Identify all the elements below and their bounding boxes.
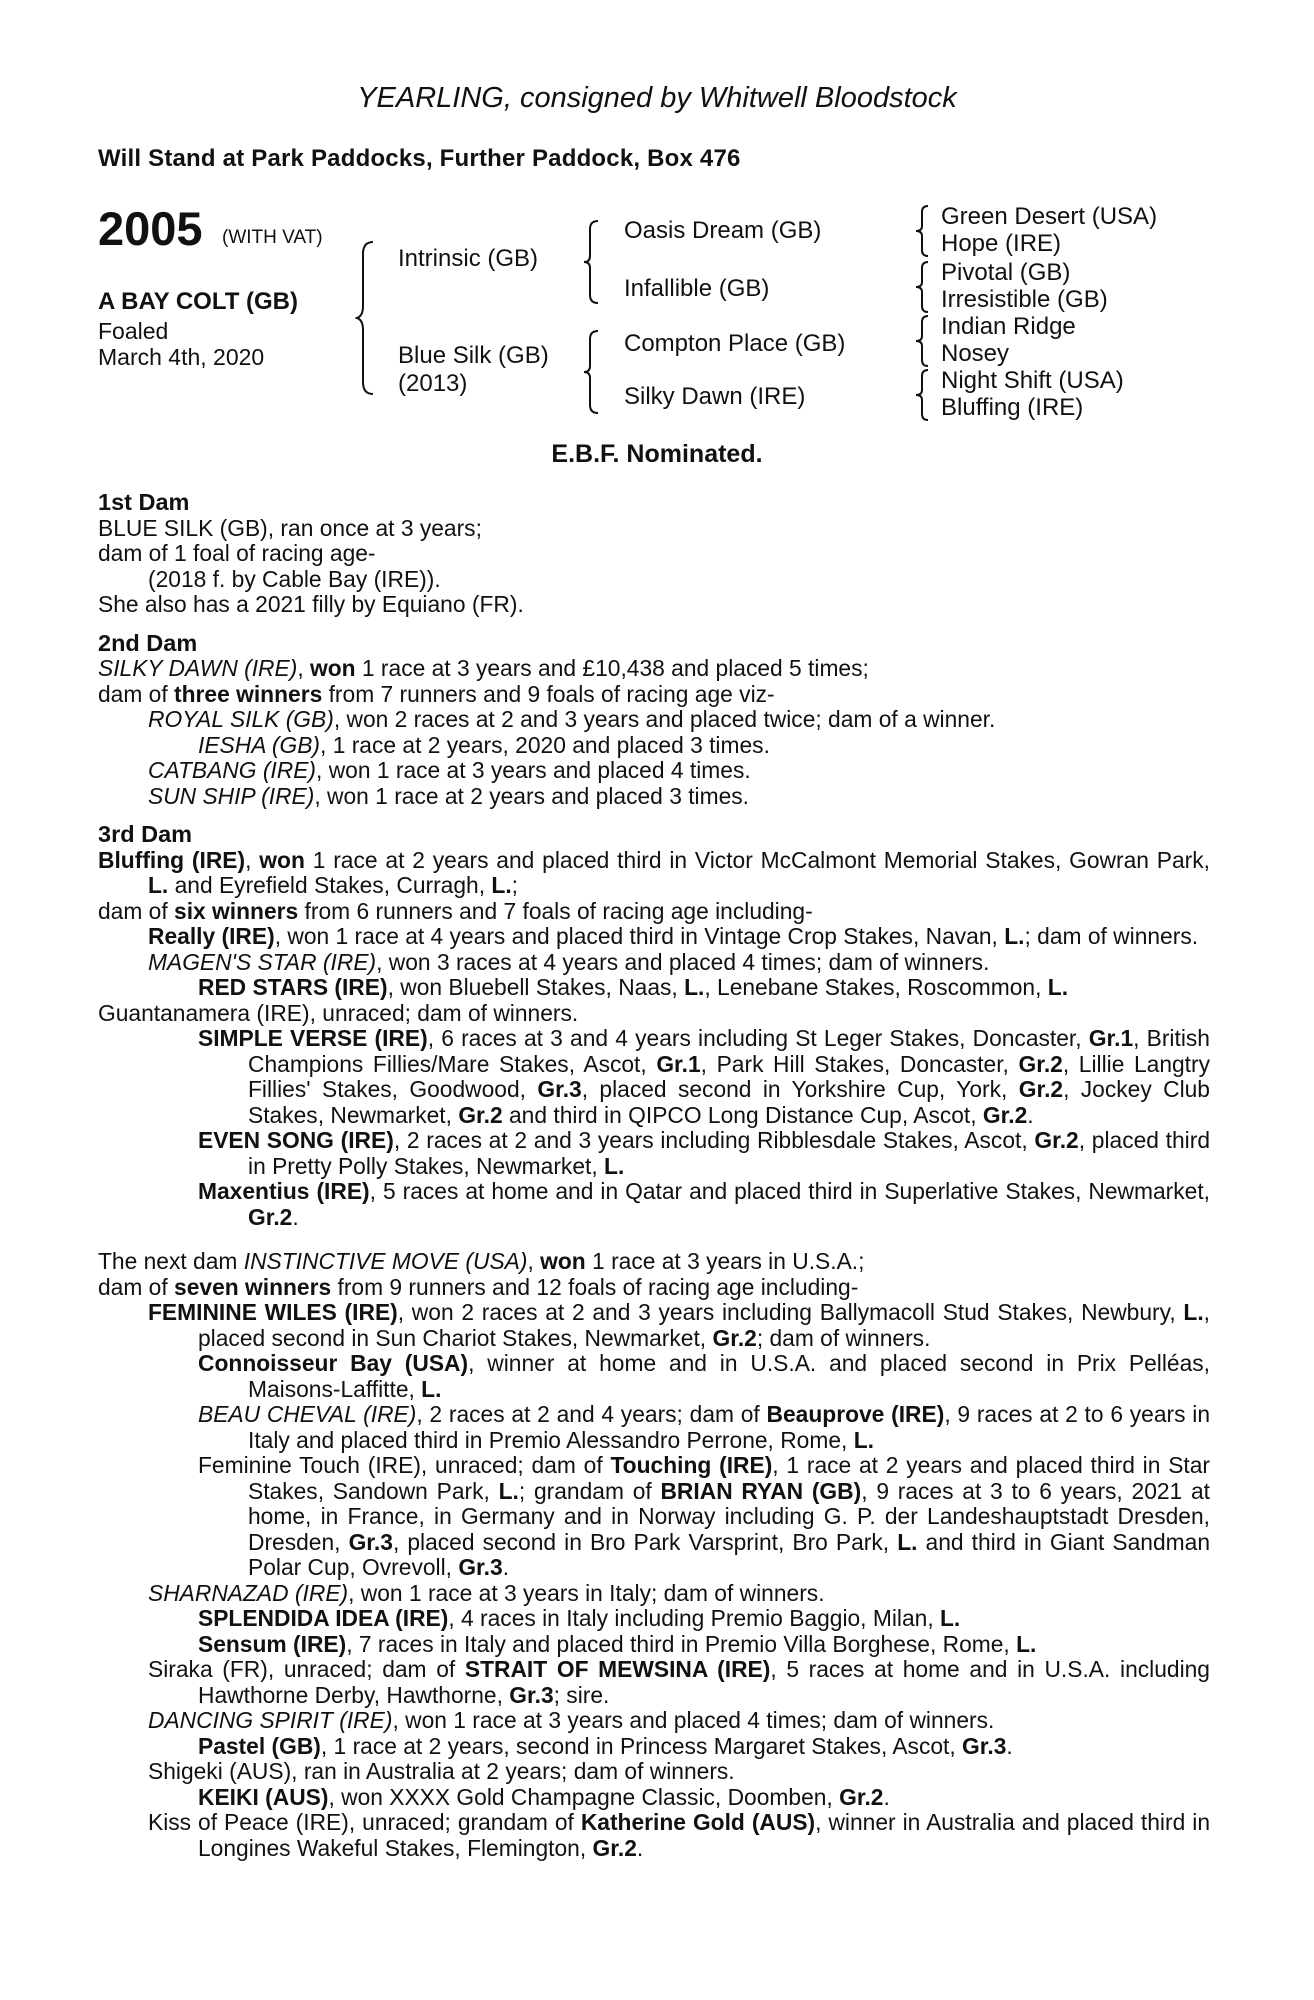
- produce-entry: ROYAL SILK (GB), won 2 races at 2 and 3 years and placed twice; dam of a winner.: [148, 706, 996, 732]
- pedigree-brace-ss: [914, 204, 932, 258]
- produce-entry: DANCING SPIRIT (IRE), won 1 race at 3 years and placed 4 times; dam of winners.: [148, 1707, 995, 1733]
- pedigree-gen3-8: Bluffing (IRE): [941, 394, 1084, 421]
- foaled-date: March 4th, 2020: [98, 344, 265, 370]
- produce-entry: SHARNAZAD (IRE), won 1 race at 3 years in Italy; dam of winners.: [148, 1579, 825, 1606]
- first-dam-line: She also has a 2021 filly by Equiano (FR).: [98, 591, 524, 617]
- produce-entry: Sensum (IRE), 7 races in Italy and placed third in Premio Villa Borghese, Rome, L.: [198, 1630, 1037, 1657]
- produce-entry: IESHA (GB), 1 race at 2 years, 2020 and placed 3 times.: [198, 731, 770, 758]
- produce-entry: SIMPLE VERSE (IRE), 6 races at 3 and 4 years including St Leger Stakes, Doncaster, Gr.1, British Champions Fillies/Mare Stakes, Ascot, Gr.1, Park Hill Stakes, Doncaster, Gr.2, Lillie Langtry Fillies' Stakes, Goodwood, Gr.3, placed second in Yorkshire Cup, York, Gr.2, Jockey Club Stakes, Newmarket, Gr.2 and third in QIPCO Long Distance Cup, Ascot, Gr.2.: [198, 1025, 1211, 1128]
- second-dam-heading: 2nd Dam: [98, 629, 198, 656]
- produce-entry: Maxentius (IRE), 5 races at home and in Qatar and placed third in Superlative Stakes, Newmarket, Gr.2.: [198, 1178, 1210, 1230]
- pedigree-brace-dam: [582, 329, 602, 415]
- pedigree-sire-sire: Oasis Dream (GB): [624, 217, 822, 244]
- pedigree-sire-dam: Infallible (GB): [624, 275, 770, 302]
- produce-entry: MAGEN'S STAR (IRE), won 3 races at 4 years and placed 4 times; dam of winners.: [148, 948, 990, 975]
- lot-description: A BAY COLT (GB): [98, 288, 299, 315]
- produce-entry: FEMININE WILES (IRE), won 2 races at 2 and 3 years including Ballymacoll Stud Stakes, Newbury, L., placed second in Sun Chariot Stakes, Newmarket, Gr.2; dam of winners.: [148, 1299, 1210, 1351]
- produce-entry: Pastel (GB), 1 race at 2 years, second in Princess Margaret Stakes, Ascot, Gr.3.: [198, 1732, 1013, 1759]
- produce-entry: RED STARS (IRE), won Bluebell Stakes, Naas, L., Lenebane Stakes, Roscommon, L.: [198, 974, 1069, 1000]
- pedigree-dam-year: (2013): [398, 370, 468, 397]
- pedigree-dam-dam: Silky Dawn (IRE): [624, 383, 806, 410]
- pedigree-gen3-4: Irresistible (GB): [941, 286, 1108, 313]
- first-dam-line: BLUE SILK (GB), ran once at 3 years;: [98, 514, 482, 541]
- produce-entry: BEAU CHEVAL (IRE), 2 races at 2 and 4 years; dam of Beauprove (IRE), 9 races at 2 to 6 years in Italy and placed third in Premio Alessandro Perrone, Rome, L.: [198, 1401, 1211, 1453]
- produce-entry: EVEN SONG (IRE), 2 races at 2 and 3 years including Ribblesdale Stakes, Ascot, Gr.2, placed third in Pretty Polly Stakes, Newmarket, L.: [198, 1127, 1210, 1179]
- pedigree-brace-main: [355, 240, 377, 396]
- third-dam-heading: 3rd Dam: [98, 821, 193, 847]
- first-dam-heading: 1st Dam: [98, 489, 190, 515]
- page-header: YEARLING, consigned by Whitwell Bloodstock: [357, 82, 957, 114]
- pedigree-notes: [98, 490, 1210, 1861]
- produce-entry: Connoisseur Bay (USA), winner at home and in U.S.A. and placed second in Prix Pelléas, Maisons-Laffitte, L.: [198, 1350, 1211, 1402]
- produce-entry: Feminine Touch (IRE), unraced; dam of Touching (IRE), 1 race at 2 years and placed third in Star Stakes, Sandown Park, L.; grandam of BRIAN RYAN (GB), 9 races at 3 to 6 years, 2021 at home, in France, in Germany and in Norway including G. P. der Landeshauptstadt Dresden, Dresden, Gr.3, placed second in Bro Park Varsprint, Bro Park, L. and third in Giant Sandman Polar Cup, Ovrevoll, Gr.3.: [198, 1452, 1211, 1580]
- produce-entry: KEIKI (AUS), won XXXX Gold Champagne Classic, Doomben, Gr.2.: [198, 1783, 890, 1810]
- pedigree-gen3-7: Night Shift (USA): [941, 367, 1124, 394]
- pedigree-gen3-5: Indian Ridge: [941, 313, 1076, 340]
- next-dam-produce: dam of seven winners from 9 runners and 12 foals of racing age including-: [98, 1273, 859, 1300]
- pedigree-gen3-2: Hope (IRE): [941, 230, 1062, 257]
- produce-entry: Shigeki (AUS), ran in Australia at 2 years; dam of winners.: [148, 1758, 735, 1784]
- third-dam-entry: Bluffing (IRE), won 1 race at 2 years and placed third in Victor McCalmont Memorial Stakes, Gowran Park, L. and Eyrefield Stakes, Curragh, L.;: [98, 846, 1211, 898]
- lot-number: 2005: [98, 202, 203, 255]
- pedigree-brace-dd: [914, 368, 932, 422]
- foaled-label: Foaled: [98, 318, 169, 344]
- pedigree-sire: Intrinsic (GB): [398, 245, 539, 272]
- pedigree-brace-sire: [582, 219, 602, 305]
- produce-entry: SPLENDIDA IDEA (IRE), 4 races in Italy including Premio Baggio, Milan, L.: [198, 1605, 961, 1631]
- second-dam-produce: dam of three winners from 7 runners and 9 foals of racing age viz-: [98, 680, 775, 707]
- pedigree-brace-sd: [914, 260, 932, 314]
- pedigree-gen3-6: Nosey: [941, 340, 1010, 367]
- pedigree-dam-sire: Compton Place (GB): [624, 330, 846, 357]
- produce-entry: Really (IRE), won 1 race at 4 years and placed third in Vintage Crop Stakes, Navan, L.; dam of winners.: [148, 923, 1199, 949]
- second-dam-entry: SILKY DAWN (IRE), won 1 race at 3 years and £10,438 and placed 5 times;: [98, 655, 869, 681]
- first-dam-line: dam of 1 foal of racing age-: [98, 540, 376, 566]
- next-dam-entry: The next dam INSTINCTIVE MOVE (USA), won 1 race at 3 years in U.S.A.;: [98, 1248, 865, 1274]
- pedigree-brace-ds: [914, 314, 932, 368]
- ebf-nominated: E.B.F. Nominated.: [551, 440, 763, 468]
- produce-entry: SUN SHIP (IRE), won 1 race at 2 years and placed 3 times.: [148, 782, 750, 809]
- produce-entry: Siraka (FR), unraced; dam of STRAIT OF MEWSINA (IRE), 5 races at home and in U.S.A. including Hawthorne Derby, Hawthorne, Gr.3; sire.: [148, 1656, 1210, 1708]
- stand-location: Will Stand at Park Paddocks, Further Paddock, Box 476: [98, 145, 741, 172]
- produce-entry: Guantanamera (IRE), unraced; dam of winners.: [98, 999, 579, 1026]
- pedigree-dam: Blue Silk (GB): [398, 342, 549, 369]
- vat-label: (WITH VAT): [222, 227, 323, 248]
- produce-entry: Kiss of Peace (IRE), unraced; grandam of Katherine Gold (AUS), winner in Australia and placed third in Longines Wakeful Stakes, Flemington, Gr.2.: [148, 1809, 1210, 1861]
- pedigree-gen3-1: Green Desert (USA): [941, 203, 1158, 230]
- produce-entry: CATBANG (IRE), won 1 race at 3 years and placed 4 times.: [148, 757, 751, 783]
- first-dam-foal: (2018 f. by Cable Bay (IRE)).: [148, 565, 441, 592]
- third-dam-produce: dam of six winners from 6 runners and 7 foals of racing age including-: [98, 897, 813, 924]
- pedigree-gen3-3: Pivotal (GB): [941, 259, 1071, 286]
